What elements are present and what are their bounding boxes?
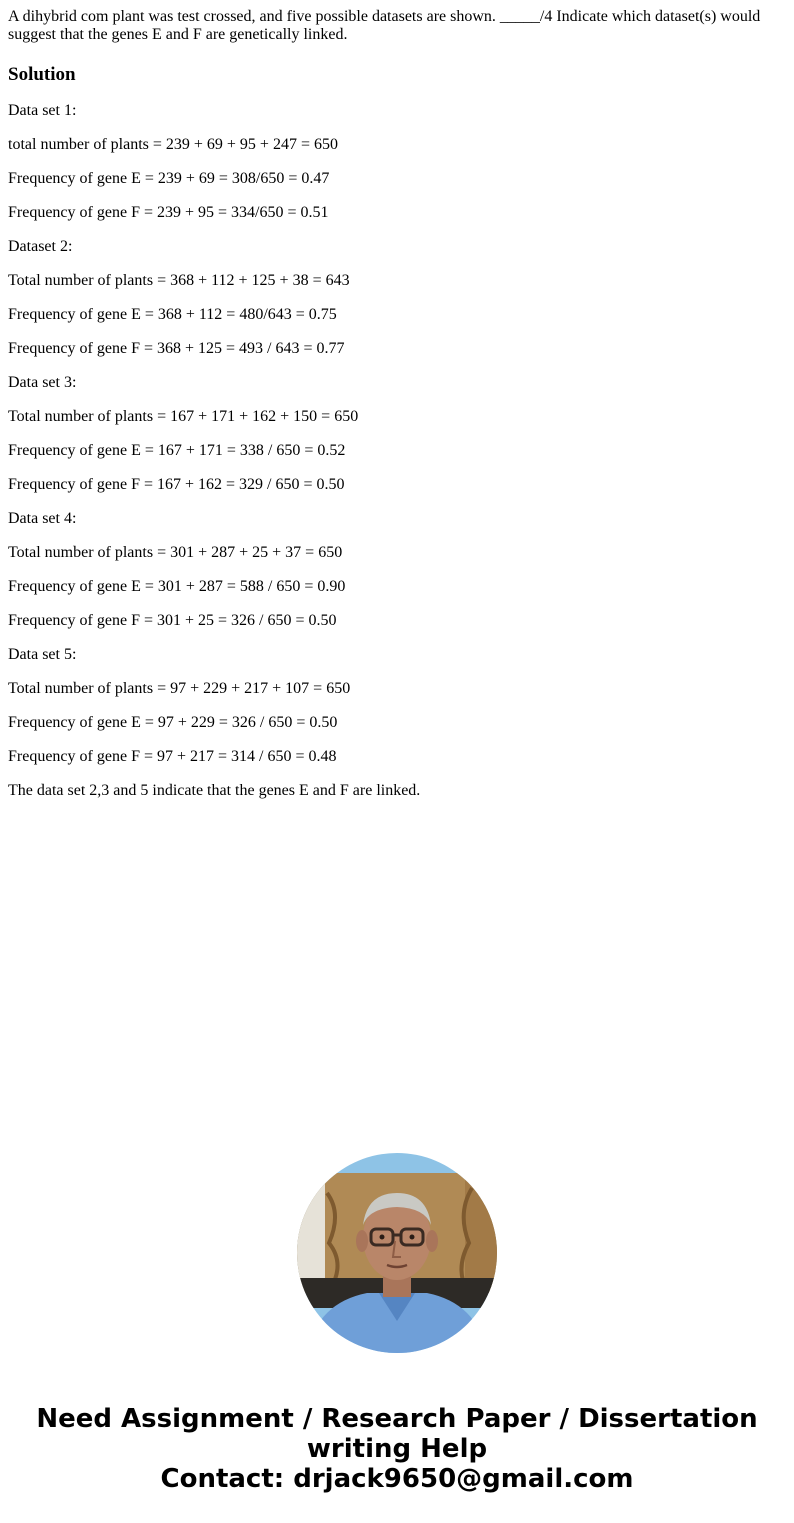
- solution-heading: Solution: [8, 64, 76, 85]
- author-photo-icon: [297, 1153, 497, 1353]
- solution-step: Data set 3:: [8, 374, 77, 391]
- solution-step: Frequency of gene E = 301 + 287 = 588 / 650 = 0.90: [8, 578, 346, 595]
- conclusion-text: The data set 2,3 and 5 indicate that the genes E and F are linked.: [8, 782, 421, 799]
- solution-steps: [8, 102, 786, 800]
- solution-step: Total number of plants = 167 + 171 + 162 + 150 = 650: [8, 408, 359, 425]
- solution-step: Total number of plants = 368 + 112 + 125 + 38 = 643: [8, 272, 350, 289]
- solution-step: Frequency of gene F = 239 + 95 = 334/650 = 0.51: [8, 204, 329, 221]
- solution-step: Frequency of gene F = 97 + 217 = 314 / 650 = 0.48: [8, 748, 337, 765]
- solution-step: Total number of plants = 97 + 229 + 217 + 107 = 650: [8, 680, 351, 697]
- document-body: [8, 8, 786, 800]
- solution-step: total number of plants = 239 + 69 + 95 + 247 = 650: [8, 136, 338, 153]
- solution-step: Frequency of gene F = 368 + 125 = 493 / 643 = 0.77: [8, 340, 345, 357]
- solution-step: Frequency of gene E = 167 + 171 = 338 / 650 = 0.52: [8, 442, 346, 459]
- question-text: A dihybrid com plant was test crossed, and five possible datasets are shown. _____/4 Indicate which dataset(s) would suggest that the genes E and F are genetically linked.: [8, 8, 761, 43]
- promo-line: writing Help: [306, 1434, 488, 1464]
- solution-step: Total number of plants = 301 + 287 + 25 + 37 = 650: [8, 544, 343, 561]
- solution-step: Data set 5:: [8, 646, 77, 663]
- solution-step: Data set 1:: [8, 102, 77, 119]
- solution-step: Frequency of gene F = 167 + 162 = 329 / 650 = 0.50: [8, 476, 345, 493]
- solution-step: Dataset 2:: [8, 238, 73, 255]
- contact-email: Contact: drjack9650@gmail.com: [160, 1464, 634, 1494]
- solution-step: Data set 4:: [8, 510, 77, 527]
- promo-line: Need Assignment / Research Paper / Dissertation: [36, 1404, 758, 1434]
- promo-banner: [0, 1404, 794, 1494]
- solution-step: Frequency of gene E = 239 + 69 = 308/650 = 0.47: [8, 170, 330, 187]
- solution-step: Frequency of gene E = 97 + 229 = 326 / 650 = 0.50: [8, 714, 338, 731]
- solution-step: Frequency of gene F = 301 + 25 = 326 / 650 = 0.50: [8, 612, 337, 629]
- solution-step: Frequency of gene E = 368 + 112 = 480/643 = 0.75: [8, 306, 337, 323]
